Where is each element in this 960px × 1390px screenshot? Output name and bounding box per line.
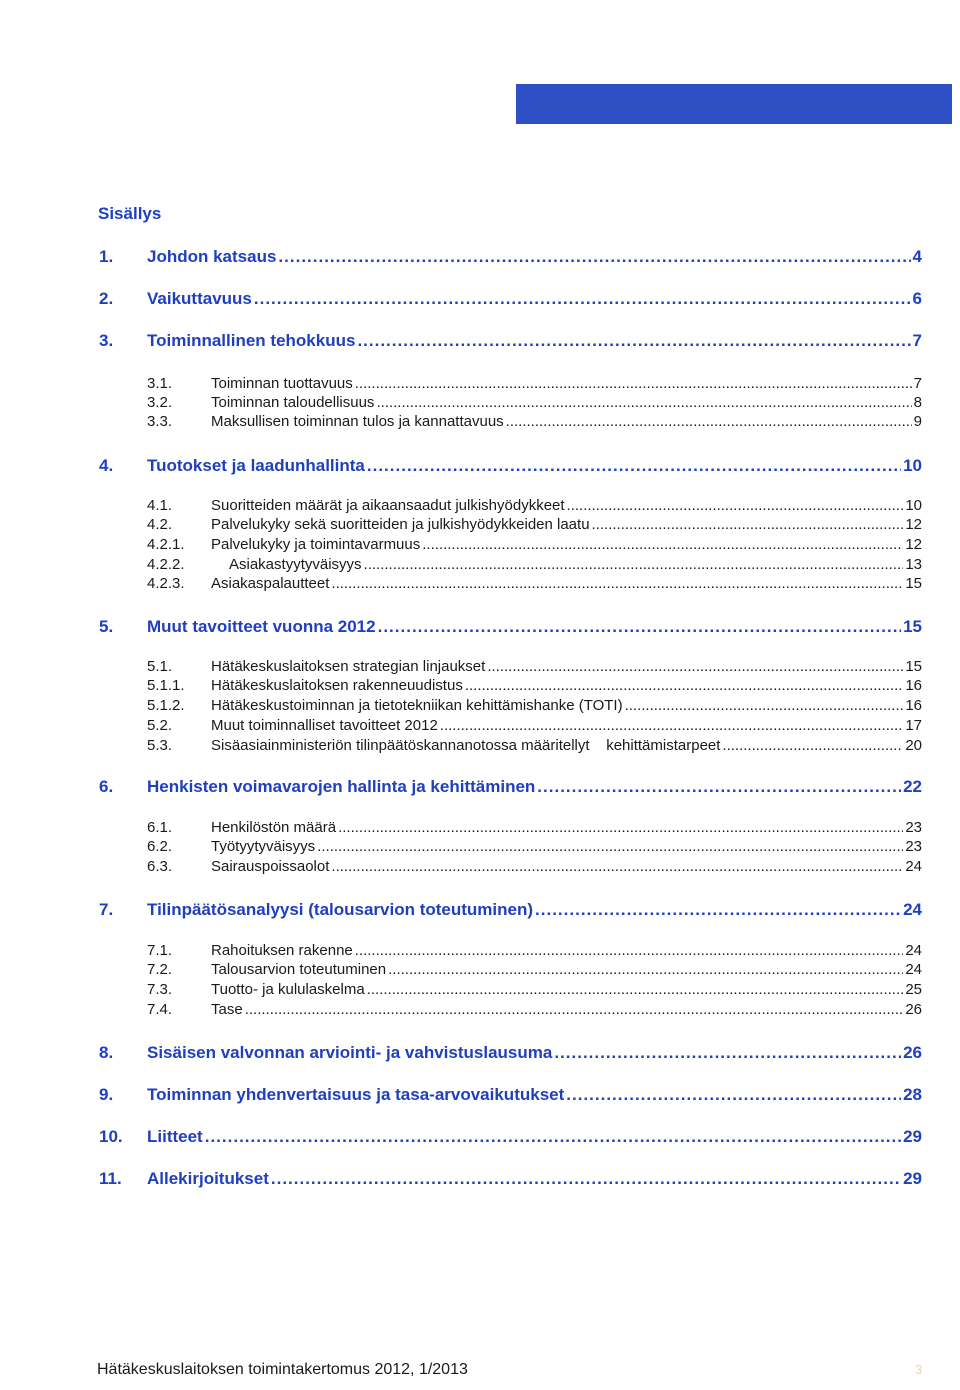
toc-dot-leader <box>331 575 903 592</box>
toc-entry-number: 3.3. <box>147 413 173 430</box>
toc-dot-leader <box>535 900 901 920</box>
toc-entry-title: Talousarvion toteutuminen <box>211 961 387 978</box>
toc-entry-chapter[interactable] <box>99 1169 922 1191</box>
toc-dot-leader <box>317 838 903 855</box>
toc-entry-title: Tuotto- ja kululaskelma <box>211 981 365 998</box>
toc-dot-leader <box>355 942 904 959</box>
toc-dot-leader <box>245 1001 904 1018</box>
toc-entry-number: 5.1. <box>147 658 173 675</box>
toc-entry-page: 7 <box>912 331 922 350</box>
toc-entry-page: 24 <box>905 961 922 978</box>
toc-entry-chapter[interactable] <box>99 1127 922 1149</box>
toc-dot-leader <box>367 981 904 998</box>
toc-entry-title: Suoritteiden määrät ja aikaansaadut julkishyödykkeet <box>211 497 565 514</box>
toc-entry-chapter[interactable] <box>99 331 922 353</box>
toc-entry-page: 25 <box>905 981 922 998</box>
toc-entry-title: Tilinpäätösanalyysi (talousarvion toteutuminen) <box>147 900 534 919</box>
toc-entry-page: 9 <box>913 413 922 430</box>
toc-entry-title: Toiminnan yhdenvertaisuus ja tasa-arvovaikutukset <box>147 1085 565 1104</box>
toc-entry-number: 11. <box>99 1169 122 1188</box>
toc-entry-page: 6 <box>912 289 922 308</box>
toc-entry-page: 10 <box>905 497 922 514</box>
toc-entry-title: Hätäkeskustoiminnan ja tietotekniikan kehittämishanke (TOTI) <box>211 697 623 714</box>
toc-entry-number: 7.4. <box>147 1001 173 1018</box>
footer-text: Hätäkeskuslaitoksen toimintakertomus 2012, 1/2013 <box>97 1361 468 1378</box>
toc-dot-leader <box>592 516 904 533</box>
toc-entry-section[interactable] <box>147 516 922 535</box>
footer-page-number: 3 <box>915 1362 923 1377</box>
toc-entry-title: Toiminnan tuottavuus <box>211 375 353 392</box>
toc-entry-number: 5.1.2. <box>147 697 185 714</box>
toc-entry-number: 9. <box>99 1085 114 1104</box>
toc-entry-number: 5.1.1. <box>147 677 185 694</box>
toc-entry-section[interactable] <box>147 819 922 838</box>
toc-dot-leader <box>364 556 904 573</box>
toc-entry-chapter[interactable] <box>99 617 922 639</box>
toc-entry-section[interactable] <box>147 413 922 432</box>
toc-entry-title: Liitteet <box>147 1127 203 1146</box>
toc-entry-page: 13 <box>905 556 922 573</box>
toc-entry-title: Muut toiminnalliset tavoitteet 2012 <box>211 717 438 734</box>
toc-entry-number: 1. <box>99 247 114 266</box>
toc-entry-title: Henkilöstön määrä <box>211 819 337 836</box>
toc-entry-page: 23 <box>905 819 922 836</box>
toc-entry-number: 4.2.1. <box>147 536 185 553</box>
toc-entry-number: 2. <box>99 289 114 308</box>
toc-entry-page: 16 <box>905 677 922 694</box>
toc-dot-leader <box>357 331 910 351</box>
toc-entry-section[interactable] <box>147 375 922 394</box>
toc-dot-leader <box>271 1169 901 1189</box>
toc-entry-title: Työtyytyväisyys <box>211 838 316 855</box>
toc-entry-page: 26 <box>905 1001 922 1018</box>
toc-entry-number: 8. <box>99 1043 114 1062</box>
toc-dot-leader <box>388 961 903 978</box>
toc-entry-number: 4.2. <box>147 516 173 533</box>
toc-entry-title: Muut tavoitteet vuonna 2012 <box>147 617 376 636</box>
toc-entry-page: 24 <box>903 900 922 919</box>
toc-entry-number: 3.1. <box>147 375 173 392</box>
toc-entry-chapter[interactable] <box>99 900 922 922</box>
toc-entry-number: 3.2. <box>147 394 173 411</box>
toc-dot-leader <box>487 658 903 675</box>
toc-entry-page: 29 <box>903 1169 922 1188</box>
toc-entry-section[interactable] <box>147 536 922 555</box>
toc-dot-leader <box>422 536 903 553</box>
toc-entry-title: Tuotokset ja laadunhallinta <box>147 456 365 475</box>
toc-entry-title: Maksullisen toiminnan tulos ja kannattavuus <box>211 413 504 430</box>
toc-entry-number: 4. <box>99 456 114 475</box>
toc-entry-page: 12 <box>905 516 922 533</box>
toc-entry-title: Rahoituksen rakenne <box>211 942 353 959</box>
toc-entry-title: Johdon katsaus <box>147 247 277 266</box>
toc-entry-section[interactable] <box>147 981 922 1000</box>
toc-entry-page: 7 <box>913 375 922 392</box>
toc-entry-number: 7.1. <box>147 942 173 959</box>
toc-entry-page: 28 <box>903 1085 922 1104</box>
toc-dot-leader <box>367 456 901 476</box>
toc-entry-section[interactable] <box>147 497 922 516</box>
toc-entry-section[interactable] <box>147 394 922 413</box>
toc-entry-page: 26 <box>903 1043 922 1062</box>
toc-entry-section[interactable] <box>147 658 922 677</box>
toc-entry-section[interactable] <box>147 858 922 877</box>
toc-entry-title: Tase <box>211 1001 243 1018</box>
toc-dot-leader <box>254 289 911 309</box>
toc-entry-number: 5. <box>99 617 114 636</box>
toc-entry-page: 22 <box>903 777 922 796</box>
toc-entry-title: Sisäisen valvonnan arviointi- ja vahvistuslausuma <box>147 1043 553 1062</box>
toc-entry-section[interactable] <box>147 697 922 716</box>
toc-entry-section[interactable] <box>147 575 922 594</box>
toc-entry-section[interactable] <box>147 838 922 857</box>
toc-entry-number: 5.3. <box>147 737 173 754</box>
toc-entry-section[interactable] <box>147 677 922 696</box>
toc-dot-leader <box>506 413 912 430</box>
toc-dot-leader <box>625 697 904 714</box>
toc-entry-section[interactable] <box>147 556 922 575</box>
toc-entry-number: 3. <box>99 331 114 350</box>
toc-entry-chapter[interactable] <box>99 247 922 269</box>
toc-entry-section[interactable] <box>147 717 922 736</box>
toc-entry-page: 24 <box>905 942 922 959</box>
toc-entry-page: 12 <box>905 536 922 553</box>
toc-entry-page: 15 <box>905 575 922 592</box>
toc-entry-page: 4 <box>912 247 922 266</box>
toc-dot-leader <box>355 375 912 392</box>
toc-dot-leader <box>722 737 903 754</box>
toc-entry-title: Sairauspoissaolot <box>211 858 330 875</box>
toc-entry-page: 15 <box>903 617 922 636</box>
toc-entry-title: Hätäkeskuslaitoksen rakenneuudistus <box>211 677 463 694</box>
toc-entry-number: 4.2.3. <box>147 575 185 592</box>
toc-entry-title: Hätäkeskuslaitoksen strategian linjaukset <box>211 658 486 675</box>
toc-entry-title: Toiminnan taloudellisuus <box>211 394 375 411</box>
toc-entry-page: 8 <box>913 394 922 411</box>
toc-entry-chapter[interactable] <box>99 1085 922 1107</box>
toc-entry-number: 6.1. <box>147 819 173 836</box>
toc-entry-number: 7.3. <box>147 981 173 998</box>
toc-entry-title: Henkisten voimavarojen hallinta ja kehittäminen <box>147 777 536 796</box>
toc-entry-page: 15 <box>905 658 922 675</box>
toc-entry-number: 6.3. <box>147 858 173 875</box>
toc-entry-section[interactable] <box>147 1001 922 1020</box>
toc-entry-chapter[interactable] <box>99 777 922 799</box>
toc-dot-leader <box>278 247 910 267</box>
toc-entry-title: Allekirjoitukset <box>147 1169 269 1188</box>
toc-dot-leader <box>465 677 903 694</box>
toc-entry-number: 6.2. <box>147 838 173 855</box>
toc-entry-page: 24 <box>905 858 922 875</box>
toc-entry-title: Toiminnallinen tehokkuus <box>147 331 356 350</box>
toc-entry-page: 17 <box>905 717 922 734</box>
toc-entry-page: 29 <box>903 1127 922 1146</box>
toc-dot-leader <box>376 394 911 411</box>
toc-dot-leader <box>440 717 904 734</box>
toc-entry-page: 23 <box>905 838 922 855</box>
toc-entry-number: 7.2. <box>147 961 173 978</box>
toc-entry-title: Palvelukyky ja toimintavarmuus <box>211 536 421 553</box>
toc-dot-leader <box>537 777 901 797</box>
toc-dot-leader <box>378 617 901 637</box>
toc-entry-number: 5.2. <box>147 717 173 734</box>
toc-entry-chapter[interactable] <box>99 289 922 311</box>
toc-entry-chapter[interactable] <box>99 1043 922 1065</box>
toc-dot-leader <box>566 1085 901 1105</box>
toc-dot-leader <box>567 497 904 514</box>
toc-entry-title: Sisäasiainministeriön tilinpäätöskannanotossa määritellyt kehittämistarpeet <box>211 737 721 754</box>
toc-entry-page: 16 <box>905 697 922 714</box>
toc-entry-number: 10. <box>99 1127 123 1146</box>
toc-entry-page: 20 <box>905 737 922 754</box>
toc-dot-leader <box>338 819 903 836</box>
toc-entry-number: 4.2.2. <box>147 556 185 573</box>
toc-entry-title: Asiakaspalautteet <box>211 575 330 592</box>
toc-entry-title: Palvelukyky sekä suoritteiden ja julkishyödykkeiden laatu <box>211 516 590 533</box>
toc-heading: Sisällys <box>98 204 162 223</box>
toc-entry-title: Asiakastyytyväisyys <box>229 556 362 573</box>
toc-dot-leader <box>331 858 903 875</box>
toc-entry-page: 10 <box>903 456 922 475</box>
toc-entry-title: Vaikuttavuus <box>147 289 252 308</box>
toc-entry-section[interactable] <box>147 942 922 961</box>
header-color-band <box>516 84 952 124</box>
toc-entry-number: 7. <box>99 900 114 919</box>
toc-dot-leader <box>205 1127 901 1147</box>
toc-dot-leader <box>554 1043 901 1063</box>
toc-entry-number: 6. <box>99 777 114 796</box>
toc-entry-chapter[interactable] <box>99 456 922 478</box>
toc-entry-number: 4.1. <box>147 497 173 514</box>
toc-entry-section[interactable] <box>147 961 922 980</box>
toc-entry-section[interactable] <box>147 737 922 756</box>
